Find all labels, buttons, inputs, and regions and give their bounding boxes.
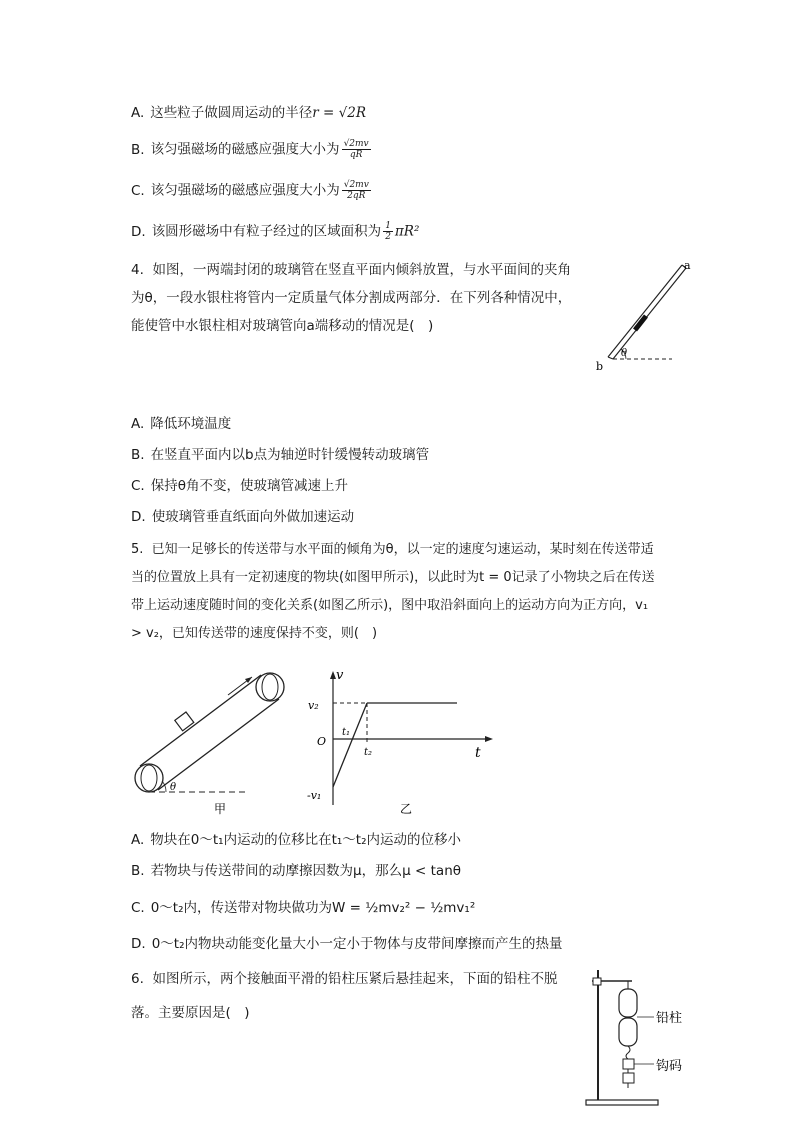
belt-bottom [158, 699, 279, 790]
q4-option-a [131, 414, 231, 434]
option-label: B. [131, 447, 145, 463]
label-t: t [475, 745, 481, 761]
option-text: 0～t₂内物块动能变化量大小一定小于物体与皮带间摩擦而产生的热量 [151, 936, 563, 952]
q4-tube-figure [590, 255, 700, 375]
label-yi: 乙 [400, 802, 413, 816]
label-theta: θ [170, 782, 177, 793]
upper-roller-face [262, 674, 278, 700]
stem-line: 为θ，一段水银柱将管内一定质量气体分割成两部分．在下列各种情况中， [131, 290, 572, 306]
q5-vt-graph [295, 665, 500, 820]
q4-option-b [131, 445, 429, 465]
option-text: 降低环境温度 [150, 416, 232, 432]
stem-line: 如图所示，两个接触面平滑的铅柱压紧后悬挂起来，下面的铅柱不脱 [152, 971, 558, 987]
q3-option-a [131, 103, 366, 123]
mercury-column [635, 316, 646, 330]
label-b: b [596, 360, 604, 373]
option-label: A. [131, 832, 145, 848]
numerator: √2mv [343, 180, 369, 190]
option-text: 物块在0～t₁内运动的位移比在t₁～t₂内运动的位移小 [150, 832, 462, 848]
option-text: 该圆形磁场中有粒子经过的区域面积为 [151, 223, 382, 240]
stem-line: 能使管中水银柱相对玻璃管向a端移动的情况是( ) [131, 318, 434, 334]
option-text: 这些粒子做圆周运动的半径 [150, 105, 313, 121]
option-label: B. [131, 141, 145, 158]
q5-stem [131, 536, 691, 648]
label-theta: θ [621, 348, 628, 359]
option-label: D. [131, 936, 146, 952]
tube-end-b [608, 357, 613, 359]
stem-line: > v₂，已知传送带的速度保持不变，则( ) [131, 626, 378, 641]
lower-lead-cylinder [619, 1018, 637, 1046]
option-label: A. [131, 416, 145, 432]
option-math: πR² [394, 223, 420, 240]
option-math: r = √2R [312, 105, 367, 121]
stem-line: 落。主要原因是( ) [131, 1005, 250, 1021]
q5-option-a [131, 830, 461, 850]
q4-option-d [131, 507, 354, 527]
numerator: 1 [385, 221, 391, 231]
q5-option-c [131, 898, 475, 918]
clamp [593, 978, 601, 985]
label-t1: t₁ [342, 727, 351, 738]
fraction [342, 139, 371, 160]
label-v2: v₂ [308, 699, 319, 712]
q3-option-c [131, 180, 373, 201]
label-t2: t₂ [364, 747, 373, 758]
option-text: 0～t₂内，传送带对物块做功为W = ½mv₂² − ½mv₁² [150, 900, 476, 916]
stem-line: 带上运动速度随时间的变化关系(如图乙所示)，图中取沿斜面向上的运动方向为正方向，v₁ [131, 598, 649, 613]
question-number: 4. [131, 262, 144, 278]
denominator: 2 [385, 232, 391, 242]
option-text: 使玻璃管垂直纸面向外做加速运动 [151, 509, 355, 525]
label-origin: O [317, 735, 327, 748]
label-jia: 甲 [214, 802, 227, 816]
option-label: B. [131, 863, 145, 879]
t-axis-arrow [485, 736, 493, 742]
option-text: 该匀强磁场的磁感应强度大小为 [150, 141, 340, 158]
velocity-ramp [333, 703, 367, 787]
label-v: v [336, 668, 344, 683]
belt-top [140, 675, 261, 766]
numerator: √2mv [343, 139, 369, 149]
stem-line: 如图，一两端封闭的玻璃管在竖直平面内倾斜放置，与水平面间的夹角 [152, 262, 571, 278]
option-text: 在竖直平面内以b点为轴逆时针缓慢转动玻璃管 [150, 447, 430, 463]
stem-line: 当的位置放上具有一定初速度的物块(如图甲所示)，以此时为t = 0记录了小物块之后在传送 [131, 570, 655, 585]
q6-lead-cylinder-figure [582, 962, 697, 1112]
option-label: D. [131, 223, 146, 240]
option-label: C. [131, 182, 145, 199]
denominator: 2qR [347, 191, 366, 201]
lower-roller [135, 764, 163, 792]
denominator: qR [349, 150, 363, 160]
hook [626, 1046, 630, 1059]
q4-stem [131, 256, 586, 340]
label-a: a [684, 259, 691, 272]
option-label: C. [131, 478, 145, 494]
stand-base [586, 1100, 658, 1105]
option-label: A. [131, 105, 145, 121]
q4-option-c [131, 476, 348, 496]
question-number: 5. [131, 542, 144, 557]
q3-option-b [131, 139, 373, 160]
option-label: C. [131, 900, 145, 916]
option-label: D. [131, 509, 146, 525]
option-text: 该匀强磁场的磁感应强度大小为 [150, 182, 340, 199]
fraction [383, 221, 393, 242]
tube-right-wall [613, 268, 686, 359]
label-hook-weight: 钩码 [656, 1059, 683, 1074]
label-neg-v1: -v₁ [307, 789, 322, 802]
lower-roller-face [141, 765, 157, 791]
weight-lower [623, 1073, 634, 1083]
q3-option-d [131, 221, 419, 242]
question-number: 6. [131, 971, 144, 987]
q5-option-b [131, 861, 461, 881]
tube-left-wall [608, 265, 682, 357]
q6-stem [131, 962, 586, 1030]
q5-conveyor-figure [128, 665, 288, 820]
option-text: 保持θ角不变，使玻璃管减速上升 [150, 478, 348, 494]
q5-option-d [131, 934, 562, 954]
stem-line: 已知一足够长的传送带与水平面的倾角为θ，以一定的速度匀速运动，某时刻在传送带适 [151, 542, 654, 557]
option-text: 若物块与传送带间的动摩擦因数为μ，那么μ < tanθ [150, 863, 462, 879]
label-lead: 铅柱 [656, 1011, 683, 1026]
upper-roller [256, 673, 284, 701]
upper-lead-cylinder [619, 989, 637, 1017]
weight-upper [623, 1059, 634, 1069]
fraction [342, 180, 371, 201]
